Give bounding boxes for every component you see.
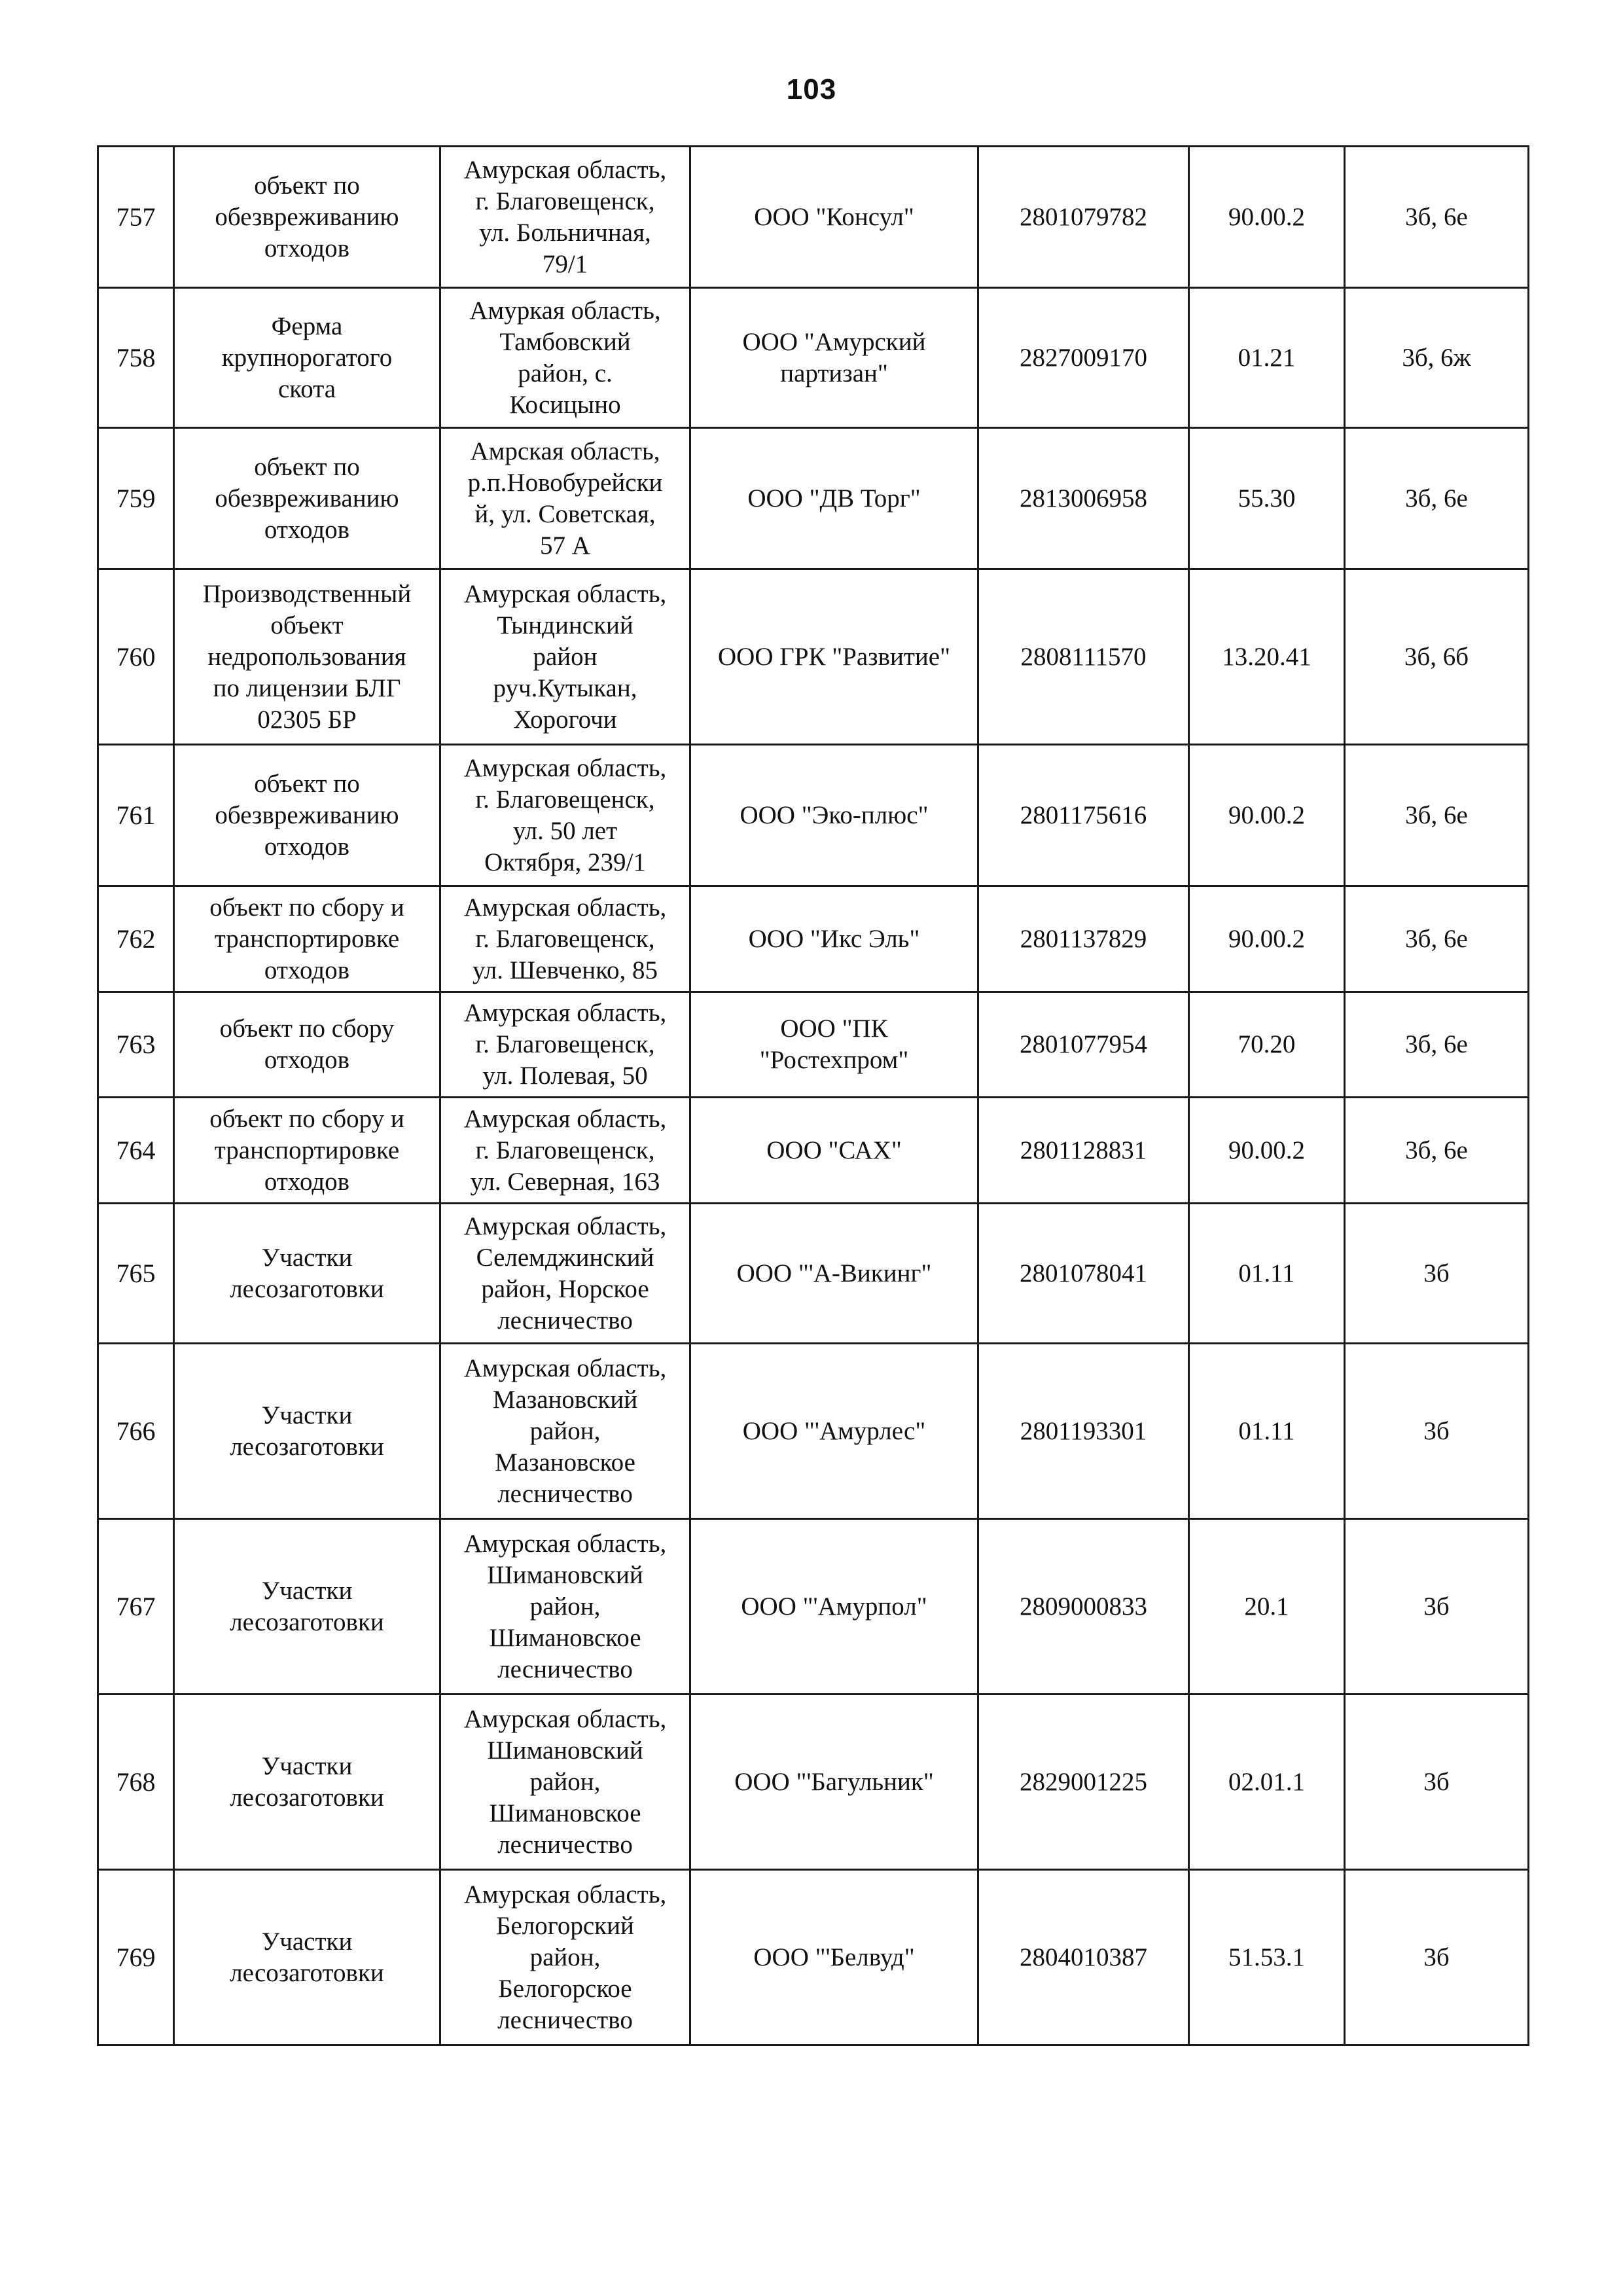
row-number: 768 bbox=[98, 1695, 174, 1870]
okved-code: 20.1 bbox=[1189, 1519, 1345, 1695]
okved-code: 51.53.1 bbox=[1189, 1870, 1345, 2045]
organization-inn: 2801077954 bbox=[978, 992, 1189, 1098]
table-row bbox=[98, 745, 1529, 886]
organization-name: ООО "Эко-плюс" bbox=[690, 745, 978, 886]
object-type: Участки лесозаготовки bbox=[174, 1204, 440, 1344]
row-number: 760 bbox=[98, 569, 174, 745]
organization-inn: 2801078041 bbox=[978, 1204, 1189, 1344]
object-type: Ферма крупнорогатого скота bbox=[174, 288, 440, 428]
category-code: 3б, 6е bbox=[1345, 745, 1529, 886]
object-type: объект по обезвреживанию отходов bbox=[174, 147, 440, 288]
table-row bbox=[98, 1870, 1529, 2045]
organization-inn: 2801128831 bbox=[978, 1098, 1189, 1204]
object-type: Участки лесозаготовки bbox=[174, 1519, 440, 1695]
organization-inn: 2809000833 bbox=[978, 1519, 1189, 1695]
row-number: 767 bbox=[98, 1519, 174, 1695]
okved-code: 55.30 bbox=[1189, 428, 1345, 569]
object-type: объект по сбору отходов bbox=[174, 992, 440, 1098]
okved-code: 90.00.2 bbox=[1189, 886, 1345, 992]
table-row bbox=[98, 1204, 1529, 1344]
okved-code: 01.11 bbox=[1189, 1344, 1345, 1519]
table-row bbox=[98, 1344, 1529, 1519]
table-row bbox=[98, 1695, 1529, 1870]
table-row bbox=[98, 992, 1529, 1098]
category-code: 3б, 6е bbox=[1345, 428, 1529, 569]
table-row bbox=[98, 569, 1529, 745]
organization-inn: 2801193301 bbox=[978, 1344, 1189, 1519]
object-address: Амурская область, Шимановский район, Шимановское лесничество bbox=[440, 1519, 690, 1695]
organization-inn: 2804010387 bbox=[978, 1870, 1189, 2045]
organization-name: ООО "Консул" bbox=[690, 147, 978, 288]
object-address: Амурская область, г. Благовещенск, ул. Шевченко, 85 bbox=[440, 886, 690, 992]
category-code: 3б bbox=[1345, 1204, 1529, 1344]
organization-name: ООО "'Амурлес" bbox=[690, 1344, 978, 1519]
object-address: Амурская область, г. Благовещенск, ул. 50 лет Октября, 239/1 bbox=[440, 745, 690, 886]
row-number: 761 bbox=[98, 745, 174, 886]
object-type: Участки лесозаготовки bbox=[174, 1695, 440, 1870]
object-address: Амурская область, Шимановский район, Шимановское лесничество bbox=[440, 1695, 690, 1870]
organization-name: ООО "ПК "Ростехпром" bbox=[690, 992, 978, 1098]
table-row bbox=[98, 1519, 1529, 1695]
object-type: объект по обезвреживанию отходов bbox=[174, 745, 440, 886]
okved-code: 90.00.2 bbox=[1189, 745, 1345, 886]
organization-name: ООО "'Амурпол" bbox=[690, 1519, 978, 1695]
okved-code: 01.21 bbox=[1189, 288, 1345, 428]
table-row bbox=[98, 288, 1529, 428]
object-type: объект по сбору и транспортировке отходов bbox=[174, 1098, 440, 1204]
organization-inn: 2801137829 bbox=[978, 886, 1189, 992]
object-type: Производственный объект недропользования по лицензии БЛГ 02305 БР bbox=[174, 569, 440, 745]
table-row bbox=[98, 886, 1529, 992]
organization-inn: 2829001225 bbox=[978, 1695, 1189, 1870]
row-number: 757 bbox=[98, 147, 174, 288]
category-code: 3б bbox=[1345, 1519, 1529, 1695]
category-code: 3б, 6е bbox=[1345, 1098, 1529, 1204]
row-number: 759 bbox=[98, 428, 174, 569]
okved-code: 13.20.41 bbox=[1189, 569, 1345, 745]
object-address: Амурская область, г. Благовещенск, ул. Больничная, 79/1 bbox=[440, 147, 690, 288]
okved-code: 01.11 bbox=[1189, 1204, 1345, 1344]
okved-code: 02.01.1 bbox=[1189, 1695, 1345, 1870]
organization-name: ООО "ДВ Торг" bbox=[690, 428, 978, 569]
row-number: 763 bbox=[98, 992, 174, 1098]
object-address: Амуркая область, Тамбовский район, с. Косицыно bbox=[440, 288, 690, 428]
okved-code: 90.00.2 bbox=[1189, 1098, 1345, 1204]
object-address: Амурская область, г. Благовещенск, ул. Северная, 163 bbox=[440, 1098, 690, 1204]
table-body bbox=[98, 147, 1529, 2045]
organization-inn: 2801079782 bbox=[978, 147, 1189, 288]
organization-name: ООО ГРК "Развитие" bbox=[690, 569, 978, 745]
row-number: 758 bbox=[98, 288, 174, 428]
organization-name: ООО "'Багульник" bbox=[690, 1695, 978, 1870]
object-address: Амурская область, Белогорский район, Белогорское лесничество bbox=[440, 1870, 690, 2045]
organization-name: ООО "САХ" bbox=[690, 1098, 978, 1204]
table-row bbox=[98, 428, 1529, 569]
object-type: Участки лесозаготовки bbox=[174, 1344, 440, 1519]
row-number: 766 bbox=[98, 1344, 174, 1519]
row-number: 764 bbox=[98, 1098, 174, 1204]
category-code: 3б, 6е bbox=[1345, 886, 1529, 992]
category-code: 3б, 6е bbox=[1345, 992, 1529, 1098]
row-number: 762 bbox=[98, 886, 174, 992]
object-type: объект по сбору и транспортировке отходов bbox=[174, 886, 440, 992]
organization-name: ООО "'Белвуд" bbox=[690, 1870, 978, 2045]
okved-code: 70.20 bbox=[1189, 992, 1345, 1098]
table-row bbox=[98, 1098, 1529, 1204]
object-address: Амурская область, Селемджинский район, Норское лесничество bbox=[440, 1204, 690, 1344]
category-code: 3б bbox=[1345, 1695, 1529, 1870]
organization-inn: 2801175616 bbox=[978, 745, 1189, 886]
object-type: объект по обезвреживанию отходов bbox=[174, 428, 440, 569]
okved-code: 90.00.2 bbox=[1189, 147, 1345, 288]
object-address: Амурская область, Тындинский район руч.Кутыкан, Хорогочи bbox=[440, 569, 690, 745]
category-code: 3б, 6е bbox=[1345, 147, 1529, 288]
row-number: 765 bbox=[98, 1204, 174, 1344]
category-code: 3б bbox=[1345, 1870, 1529, 2045]
organization-name: ООО "'А-Викинг" bbox=[690, 1204, 978, 1344]
object-address: Амрская область, р.п.Новобурейски й, ул. Советская, 57 А bbox=[440, 428, 690, 569]
category-code: 3б, 6б bbox=[1345, 569, 1529, 745]
object-address: Амурская область, г. Благовещенск, ул. Полевая, 50 bbox=[440, 992, 690, 1098]
row-number: 769 bbox=[98, 1870, 174, 2045]
table-row bbox=[98, 147, 1529, 288]
organization-inn: 2808111570 bbox=[978, 569, 1189, 745]
object-address: Амурская область, Мазановский район, Мазановское лесничество bbox=[440, 1344, 690, 1519]
organization-name: ООО "Амурский партизан" bbox=[690, 288, 978, 428]
organization-inn: 2827009170 bbox=[978, 288, 1189, 428]
object-type: Участки лесозаготовки bbox=[174, 1870, 440, 2045]
registry-table bbox=[97, 145, 1529, 2046]
category-code: 3б, 6ж bbox=[1345, 288, 1529, 428]
organization-inn: 2813006958 bbox=[978, 428, 1189, 569]
category-code: 3б bbox=[1345, 1344, 1529, 1519]
page-number: 103 bbox=[786, 73, 837, 105]
organization-name: ООО "Икс Эль" bbox=[690, 886, 978, 992]
